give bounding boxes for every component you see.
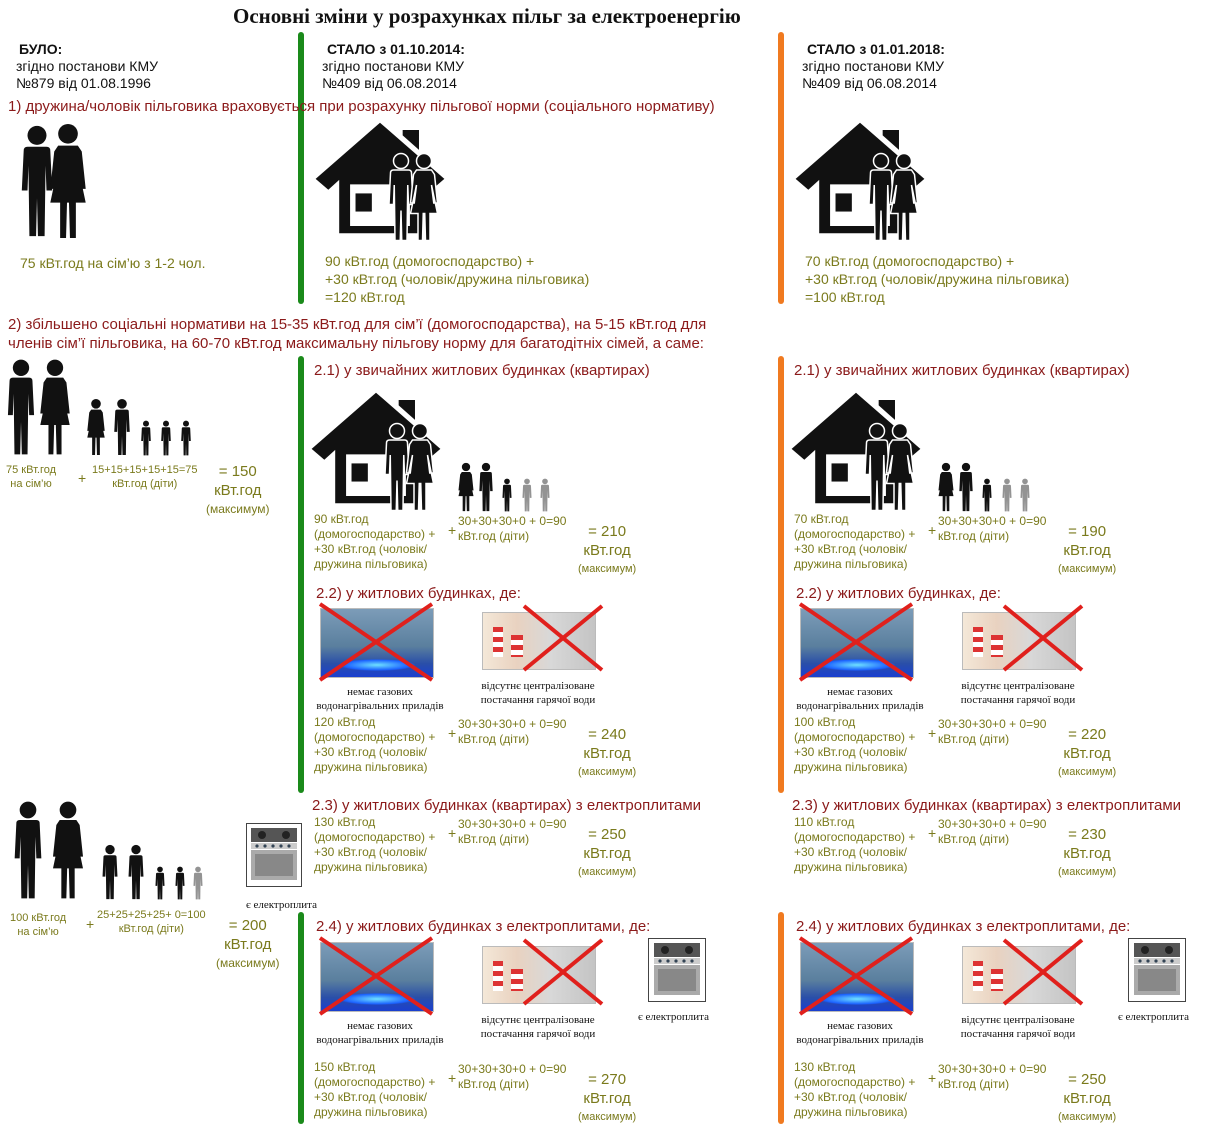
c2014-s24-gas-label <box>310 1019 450 1047</box>
c2014-s21-total-line: = 210 <box>588 523 627 540</box>
c2014-children-icon <box>456 462 560 514</box>
c2014-s24-left-line: 150 кВт.год <box>314 1060 376 1074</box>
c2014-s22-children-line: кВт.год (діти) <box>458 732 530 746</box>
was-line2: згідно постанови КМУ <box>16 58 158 74</box>
c2018-s24-plus: + <box>928 1070 937 1086</box>
c2018-s24-left-line: (домогосподарство) + <box>794 1075 916 1089</box>
c2018-s21-total <box>1058 522 1116 579</box>
c2018-s23-children-line: 30+30+30+0 + 0=90 <box>938 817 1047 831</box>
c2014-s24-electric-stove-icon <box>648 938 706 1002</box>
c2018-s24-hot-water-photo <box>962 946 1076 1004</box>
wasA-children <box>92 463 198 491</box>
c2018-s21-heading: 2.1) у звичайних житлових будинках (квартирах) <box>794 362 1130 379</box>
wasA-family-line: на сім’ю <box>10 478 52 490</box>
c2018-s21-left-line: +30 кВт.год (чоловік/ <box>794 542 907 556</box>
c2018-house-family-icon <box>788 386 930 512</box>
c2018-s23-total-line: (максимум) <box>1058 866 1117 878</box>
c2014-s22-children-line: 30+30+30+0 + 0=90 <box>458 717 567 731</box>
c2014-s22-hot-water-photo <box>482 612 596 670</box>
c2018-s24-total-line: = 250 <box>1068 1071 1107 1088</box>
c2018-s22-total-line: кВт.год <box>1063 745 1111 762</box>
c2018-line3: №409 від 06.08.2014 <box>802 75 937 91</box>
c2014-head: СТАЛО з 01.10.2014: <box>327 41 465 57</box>
c2014-s21-heading: 2.1) у звичайних житлових будинках (квартирах) <box>314 362 650 379</box>
c2018-s22-total-line: (максимум) <box>1058 766 1117 778</box>
c2018-s22-left-line: +30 кВт.год (чоловік/ <box>794 745 907 759</box>
wasB-total <box>216 916 280 973</box>
wasB-total-line: кВт.год <box>224 936 272 953</box>
c2014-s21-left-line: +30 кВт.год (чоловік/ <box>314 542 427 556</box>
c2018-s21-total-line: кВт.год <box>1063 542 1111 559</box>
c2018-s24-heading: 2.4) у житлових будинках з електроплитами, де: <box>796 918 1131 935</box>
wasB-stove-label: є електроплита <box>246 899 317 911</box>
c2018-s24-water-label-line: відсутнє централізоване <box>961 1014 1075 1026</box>
c2018-s24-water-label-line: постачання гарячої води <box>960 1028 1076 1040</box>
house-couple-icon-2018 <box>792 116 932 242</box>
c2018-s24-left-line: дружина пільговика) <box>794 1105 908 1119</box>
c2018-s22-water-label <box>948 679 1088 707</box>
c2014-s24-children-line: кВт.год (діти) <box>458 1077 530 1091</box>
c2014-s24-gas-heater-photo <box>320 942 434 1012</box>
green-divider-1 <box>298 32 304 304</box>
c2014-s22-total-line: кВт.год <box>583 745 631 762</box>
c2018-s21-plus: + <box>928 522 937 538</box>
c2014-s23-children-line: 30+30+30+0 + 0=90 <box>458 817 567 831</box>
c2014-s24-stove-label: є електроплита <box>638 1011 709 1023</box>
c2018-s22-children <box>938 717 1046 747</box>
c2014-s23-total-line: (максимум) <box>578 866 637 878</box>
large-family-stove-icon <box>10 800 206 902</box>
c2014-s23-left-line: +30 кВт.год (чоловік/ <box>314 845 427 859</box>
c2018-s24-gas-label-line: водонагрівальних приладів <box>796 1034 924 1046</box>
c2018-s22-left-line: (домогосподарство) + <box>794 730 916 744</box>
c2014-s22-gas-label-line: водонагрівальних приладів <box>316 700 444 712</box>
green-divider-3 <box>298 912 304 1124</box>
c2018-s24-children <box>938 1062 1046 1092</box>
c2018-s23-total-line: кВт.год <box>1063 845 1111 862</box>
c2014-s22-heading: 2.2) у житлових будинках, де: <box>316 585 521 602</box>
s1-2018-line: =100 кВт.год <box>805 289 885 305</box>
c2014-s24-left <box>314 1060 435 1120</box>
c2014-s24-gas-label-line: немає газових <box>347 1020 413 1032</box>
c2014-s23-left <box>314 815 435 875</box>
c2014-s22-gas-heater-photo <box>320 608 434 678</box>
c2014-s24-children-line: 30+30+30+0 + 0=90 <box>458 1062 567 1076</box>
c2014-s21-total-line: (максимум) <box>578 563 637 575</box>
c2014-s24-total <box>578 1070 636 1127</box>
s1-2018-line: +30 кВт.год (чоловік/дружина пільговика) <box>805 271 1070 287</box>
c2014-s21-left-line: дружина пільговика) <box>314 557 428 571</box>
c2014-s21-total <box>578 522 636 579</box>
c2014-s24-left-line: (домогосподарство) + <box>314 1075 436 1089</box>
c2014-s22-children <box>458 717 566 747</box>
c2018-s22-children-line: 30+30+30+0 + 0=90 <box>938 717 1047 731</box>
wasA-total-line: (максимум) <box>206 502 270 516</box>
was-head: БУЛО: <box>19 41 63 57</box>
c2014-s23-total-line: кВт.год <box>583 845 631 862</box>
c2014-s24-gas-label-line: водонагрівальних приладів <box>316 1034 444 1046</box>
couple-icon <box>18 122 90 240</box>
c2018-s21-total-line: = 190 <box>1068 523 1107 540</box>
c2014-s22-gas-label-line: немає газових <box>347 686 413 698</box>
c2014-s22-left-line: дружина пільговика) <box>314 760 428 774</box>
c2014-s24-children <box>458 1062 566 1092</box>
c2018-head: СТАЛО з 01.01.2018: <box>807 41 945 57</box>
c2018-s24-total-line: кВт.год <box>1063 1090 1111 1107</box>
wasB-children-line: кВт.год (діти) <box>118 923 184 935</box>
c2018-s22-left-line: 100 кВт.год <box>794 715 856 729</box>
c2018-s24-left <box>794 1060 915 1120</box>
wasB-plus: + <box>86 916 95 932</box>
wasA-children-line: 15+15+15+15+15=75 <box>92 464 198 476</box>
c2014-s22-gas-label <box>310 685 450 713</box>
c2018-s23-total <box>1058 825 1116 882</box>
c2018-s21-children-line: 30+30+30+0 + 0=90 <box>938 514 1047 528</box>
large-family-icon <box>4 358 200 458</box>
wasB-children-line: 25+25+25+25+ 0=100 <box>97 909 206 921</box>
orange-divider-1 <box>778 32 784 304</box>
c2014-s23-left-line: (домогосподарство) + <box>314 830 436 844</box>
wasA-total-line: кВт.год <box>214 482 262 499</box>
column-header-was <box>16 41 158 92</box>
c2018-s22-left-line: дружина пільговика) <box>794 760 908 774</box>
c2018-s23-children <box>938 817 1046 847</box>
orange-divider-2 <box>778 356 784 793</box>
c2014-s23-children-line: кВт.год (діти) <box>458 832 530 846</box>
c2014-s22-water-label <box>468 679 608 707</box>
c2018-s22-water-label-line: постачання гарячої води <box>960 694 1076 706</box>
c2014-s21-left-line: 90 кВт.год <box>314 512 369 526</box>
wasA-family-line: 75 кВт.год <box>6 464 57 476</box>
c2018-s23-left <box>794 815 915 875</box>
section2-heading-line2: членів сім’ї пільговика, на 60-70 кВт.год максимальну пільгову норму для багатодітніх сімей, а саме: <box>8 335 704 352</box>
c2014-s21-total-line: кВт.год <box>583 542 631 559</box>
c2014-s24-left-line: +30 кВт.год (чоловік/ <box>314 1090 427 1104</box>
c2018-s21-children <box>938 514 1046 544</box>
c2014-s22-total-line: (максимум) <box>578 766 637 778</box>
wasB-family-line: 100 кВт.год <box>10 912 67 924</box>
c2014-house-family-icon <box>308 386 450 512</box>
c2014-s24-total-line: (максимум) <box>578 1111 637 1123</box>
wasA-plus: + <box>78 470 87 486</box>
c2018-s22-gas-label-line: немає газових <box>827 686 893 698</box>
c2014-line2: згідно постанови КМУ <box>322 58 464 74</box>
c2018-s22-total <box>1058 725 1116 782</box>
orange-divider-3 <box>778 912 784 1124</box>
c2014-s21-plus: + <box>448 522 457 538</box>
wasB-family <box>10 911 66 939</box>
c2018-s24-water-label <box>948 1013 1088 1041</box>
c2018-s22-gas-label <box>790 685 930 713</box>
c2018-s22-plus: + <box>928 725 937 741</box>
c2018-s24-gas-heater-photo <box>800 942 914 1012</box>
c2014-s21-left-line: (домогосподарство) + <box>314 527 436 541</box>
c2014-s23-left-line: 130 кВт.год <box>314 815 376 829</box>
section2-heading-line1: 2) збільшено соціальні нормативи на 15-35 кВт.год для сім’ї (домогосподарства), на 5-15 кВт.год для <box>8 316 707 333</box>
c2018-s21-children-line: кВт.год (діти) <box>938 529 1010 543</box>
c2014-s22-left <box>314 715 435 775</box>
c2018-s22-children-line: кВт.год (діти) <box>938 732 1010 746</box>
c2018-s23-heading: 2.3) у житлових будинках (квартирах) з електроплитами <box>792 797 1182 814</box>
c2014-s23-left-line: дружина пільговика) <box>314 860 428 874</box>
s1-2014-line: 90 кВт.год (домогосподарство) + <box>325 253 535 269</box>
c2014-s23-total <box>578 825 636 882</box>
c2014-s22-left-line: 120 кВт.год <box>314 715 376 729</box>
column-header-2018 <box>802 41 945 92</box>
wasB-total-line: (максимум) <box>216 956 280 970</box>
c2018-s23-left-line: +30 кВт.год (чоловік/ <box>794 845 907 859</box>
c2018-s24-total-line: (максимум) <box>1058 1111 1117 1123</box>
c2014-s21-left <box>314 512 435 572</box>
c2018-s22-heading: 2.2) у житлових будинках, де: <box>796 585 1001 602</box>
c2018-s24-left-line: +30 кВт.год (чоловік/ <box>794 1090 907 1104</box>
c2018-s23-left-line: 110 кВт.год <box>794 815 855 829</box>
c2018-s22-gas-heater-photo <box>800 608 914 678</box>
s1-2018-line: 70 кВт.год (домогосподарство) + <box>805 253 1015 269</box>
wasA-total <box>206 462 270 519</box>
electric-stove-icon <box>246 823 302 887</box>
c2014-s24-water-label-line: постачання гарячої води <box>480 1028 596 1040</box>
c2018-s24-children-line: кВт.год (діти) <box>938 1077 1010 1091</box>
wasB-total-line: = 200 <box>228 917 267 934</box>
c2018-s22-left <box>794 715 915 775</box>
c2014-s23-plus: + <box>448 825 457 841</box>
c2014-s23-children <box>458 817 566 847</box>
c2018-s23-plus: + <box>928 825 937 841</box>
c2018-s21-left <box>794 512 915 572</box>
c2014-s24-total-line: = 270 <box>588 1071 627 1088</box>
c2018-s24-gas-label <box>790 1019 930 1047</box>
section1-heading: 1) дружина/чоловік пільговика враховується при розрахунку пільгової норми (соціального нормативу) <box>8 98 715 115</box>
page-title: Основні зміни у розрахунках пільг за електроенергію <box>233 4 741 28</box>
c2018-s24-left-line: 130 кВт.год <box>794 1060 856 1074</box>
c2018-s22-total-line: = 220 <box>1068 726 1107 743</box>
s1-2014-line: +30 кВт.год (чоловік/дружина пільговика) <box>325 271 590 287</box>
c2018-s24-electric-stove-icon <box>1128 938 1186 1002</box>
c2014-s21-children-line: 30+30+30+0 + 0=90 <box>458 514 567 528</box>
c2014-s23-total-line: = 250 <box>588 826 627 843</box>
house-couple-icon-2014 <box>312 116 452 242</box>
c2018-s23-left-line: дружина пільговика) <box>794 860 908 874</box>
column-header-2014 <box>322 41 465 92</box>
c2018-s24-total <box>1058 1070 1116 1127</box>
c2018-s22-hot-water-photo <box>962 612 1076 670</box>
c2014-s23-heading: 2.3) у житлових будинках (квартирах) з електроплитами <box>312 797 702 814</box>
c2014-s22-total <box>578 725 636 782</box>
c2018-s21-left-line: (домогосподарство) + <box>794 527 916 541</box>
c2014-s21-children-line: кВт.год (діти) <box>458 529 530 543</box>
c2018-s23-children-line: кВт.год (діти) <box>938 832 1010 846</box>
c2014-s24-left-line: дружина пільговика) <box>314 1105 428 1119</box>
c2014-s24-heading: 2.4) у житлових будинках з електроплитами, де: <box>316 918 651 935</box>
c2014-s24-plus: + <box>448 1070 457 1086</box>
c2018-s24-children-line: 30+30+30+0 + 0=90 <box>938 1062 1047 1076</box>
c2014-s22-water-label-line: постачання гарячої води <box>480 694 596 706</box>
c2014-line3: №409 від 06.08.2014 <box>322 75 457 91</box>
green-divider-2 <box>298 356 304 793</box>
c2018-s24-stove-label: є електроплита <box>1118 1011 1189 1023</box>
c2018-s21-total-line: (максимум) <box>1058 563 1117 575</box>
s1-2014-values <box>325 252 589 306</box>
c2018-s23-total-line: = 230 <box>1068 826 1107 843</box>
c2018-s22-gas-label-line: водонагрівальних приладів <box>796 700 924 712</box>
wasB-family-line: на сім’ю <box>17 926 59 938</box>
c2014-s24-hot-water-photo <box>482 946 596 1004</box>
c2018-line2: згідно постанови КМУ <box>802 58 944 74</box>
c2014-s21-children <box>458 514 566 544</box>
s1-2014-line: =120 кВт.год <box>325 289 405 305</box>
c2014-s22-plus: + <box>448 725 457 741</box>
c2018-s21-left-line: 70 кВт.год <box>794 512 849 526</box>
c2018-s24-gas-label-line: немає газових <box>827 1020 893 1032</box>
c2014-s24-water-label-line: відсутнє централізоване <box>481 1014 595 1026</box>
wasB-children <box>97 908 206 936</box>
wasA-total-line: = 150 <box>218 463 257 480</box>
c2014-s24-total-line: кВт.год <box>583 1090 631 1107</box>
c2014-s22-total-line: = 240 <box>588 726 627 743</box>
was-line3: №879 від 01.08.1996 <box>16 75 151 91</box>
c2014-s22-left-line: (домогосподарство) + <box>314 730 436 744</box>
s1-2018-values <box>805 252 1069 306</box>
s1-was-value: 75 кВт.год на сім’ю з 1-2 чол. <box>20 255 206 271</box>
c2018-children-icon <box>936 462 1040 514</box>
c2018-s22-water-label-line: відсутнє централізоване <box>961 680 1075 692</box>
c2018-s23-left-line: (домогосподарство) + <box>794 830 916 844</box>
c2018-s21-left-line: дружина пільговика) <box>794 557 908 571</box>
c2014-s24-water-label <box>468 1013 608 1041</box>
c2014-s22-water-label-line: відсутнє централізоване <box>481 680 595 692</box>
wasA-family <box>6 463 56 491</box>
c2014-s22-left-line: +30 кВт.год (чоловік/ <box>314 745 427 759</box>
wasA-children-line: кВт.год (діти) <box>112 478 178 490</box>
section2-heading <box>8 315 706 353</box>
